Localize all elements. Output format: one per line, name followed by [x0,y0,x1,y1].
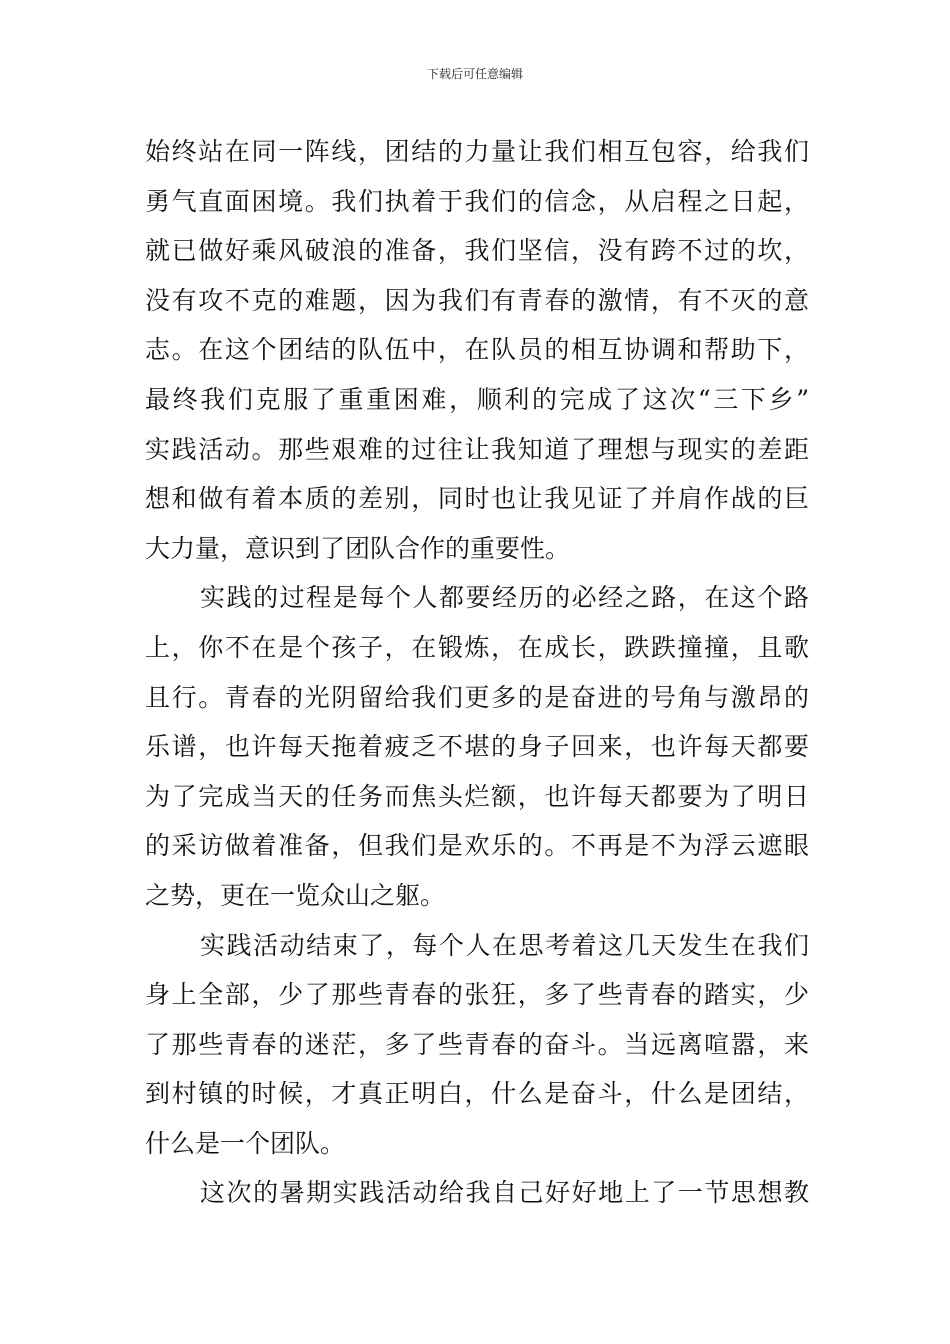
text-line: 了那些青春的迷茫，多了些青春的奋斗。当远离喧嚣，来 [145,1029,809,1059]
text-line: 这次的暑期实践活动给我自己好好地上了一节思想教 [200,1178,809,1208]
text-line: 勇气直面困境。我们执着于我们的信念，从启程之日起， [145,186,809,216]
text-line: 志。在这个团结的队伍中，在队员的相互协调和帮助下， [145,335,809,365]
text-line: 实践活动。那些艰难的过往让我知道了理想与现实的差距 [145,434,809,464]
text-line: 没有攻不克的难题，因为我们有青春的激情，有不灭的意 [145,285,809,315]
text-line: 为了完成当天的任务而焦头烂额，也许每天都要为了明日 [145,781,809,811]
text-line: 大力量，意识到了团队合作的重要性。 [145,533,571,563]
document-body [145,127,809,1218]
text-line: 上，你不在是个孩子，在锻炼，在成长，跌跌撞撞，且歌 [145,632,809,662]
text-line: 什么是一个团队。 [145,1128,346,1158]
text-line: 之势，更在一览众山之躯。 [145,880,446,910]
text-line: 始终站在同一阵线，团结的力量让我们相互包容，给我们 [145,137,809,166]
text-line: 乐谱，也许每天拖着疲乏不堪的身子回来，也许每天都要 [145,732,809,762]
text-line: 最终我们克服了重重困难，顺利的完成了这次“三下乡” [145,384,809,414]
text-line: 想和做有着本质的差别，同时也让我见证了并肩作战的巨 [145,484,809,514]
text-line: 的采访做着准备，但我们是欢乐的。不再是不为浮云遮眼 [145,831,809,861]
text-line: 就已做好乘风破浪的准备，我们坚信，没有跨不过的坎， [145,236,809,266]
text-line: 到村镇的时候，才真正明白，什么是奋斗，什么是团结， [145,1079,809,1109]
text-line: 身上全部，少了那些青春的张狂，多了些青春的踏实，少 [145,980,809,1010]
text-line: 实践活动结束了，每个人在思考着这几天发生在我们 [200,930,809,960]
text-line: 且行。青春的光阴留给我们更多的是奋进的号角与激昂的 [145,682,809,712]
page-header-note: 下载后可任意编辑 [426,67,523,81]
text-line: 实践的过程是每个人都要经历的必经之路，在这个路 [200,583,809,613]
